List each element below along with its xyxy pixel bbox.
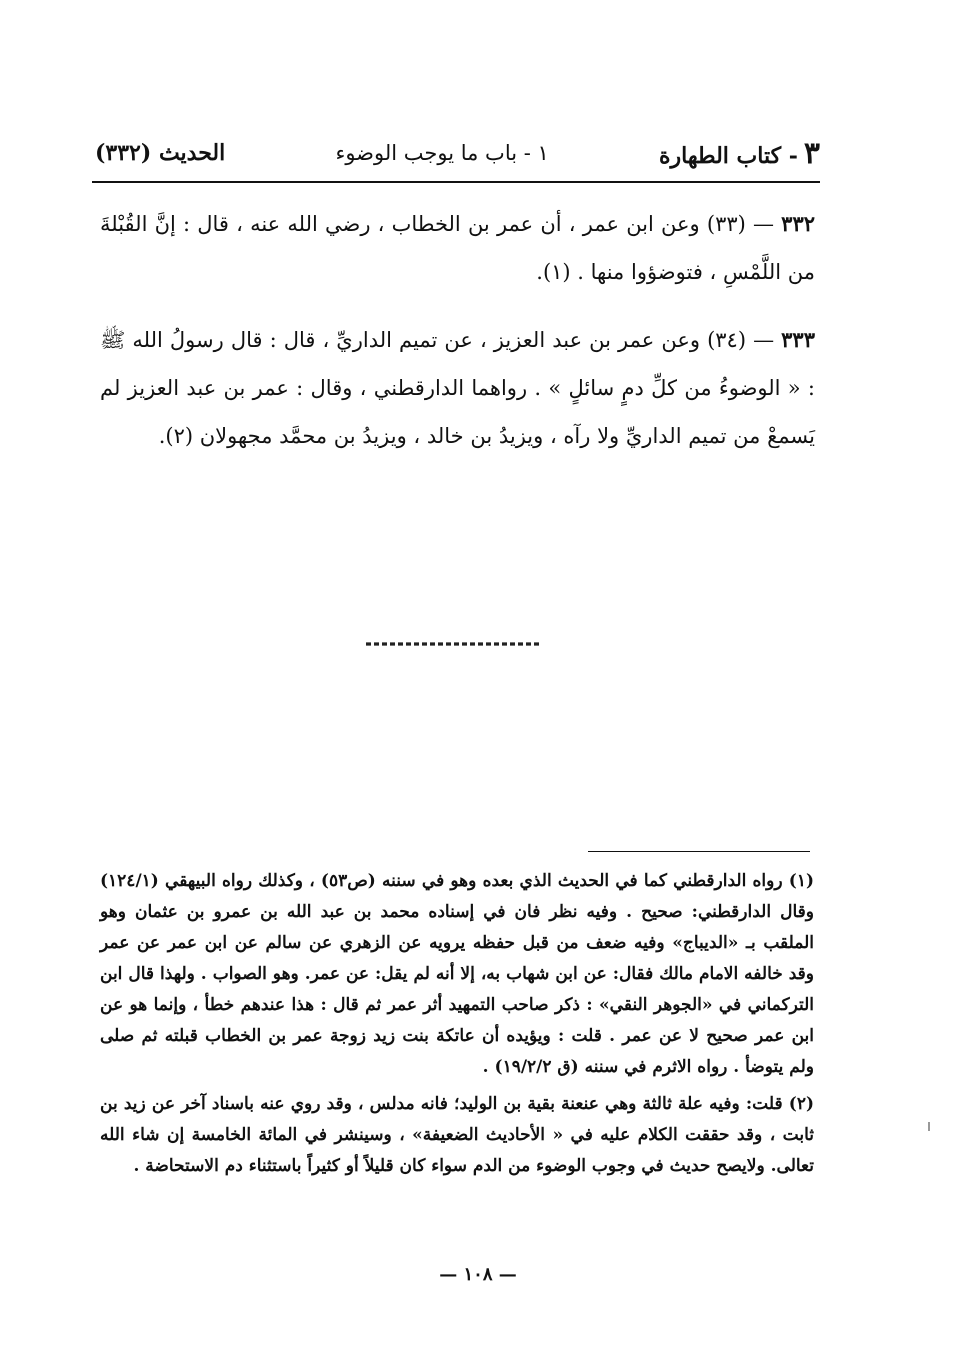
chapter-title: ١ - باب ما يوجب الوضوء bbox=[335, 141, 549, 165]
page-number: — ١٠٨ — bbox=[439, 1264, 517, 1285]
book-title-text: - كتاب الطهارة bbox=[659, 142, 798, 169]
book-title bbox=[659, 136, 820, 171]
book-number: ٣ bbox=[803, 135, 820, 171]
running-header bbox=[95, 128, 820, 178]
main-text bbox=[100, 200, 815, 480]
hadith-paragraph bbox=[100, 316, 815, 460]
scan-mark bbox=[928, 1122, 930, 1131]
hadith-reference: الحديث (٣٣٢) bbox=[95, 140, 226, 166]
hadith-text: — (٣٤) وعن عمر بن عبد العزيز ، عن تميم الداريِّ ، قال : قال رسولُ الله ﷺ : « الوضوءُ من كلِّ دمٍ سائلٍ » . رواهما الدارقطني ، وقال : عمر بن عبد العزيز لم يَسمعْ من تميم الداريِّ ولا رآه ، ويزيدُ بن خالد ، ويزيدُ بن محمَّد مجهولان (٢). bbox=[100, 328, 815, 448]
footnote: (٢) قلت: وفيه علة ثالثة وهي عنعنة بقية بن الوليد؛ فانه مدلس ، وقد روي عنه باسناد آخر عن زيد بن ثابت ، وقد حققت الكلام عليه في « الأحاديث الضعيفة» ، وسينشر في المائة الخامسة إن شاء الله تعالى. ولايصح حديث في وجوب الوضوء من الدم سواء كان قليلاً أو كثيراً باستثناء دم الاستحاضة . bbox=[100, 1094, 814, 1176]
footnotes bbox=[100, 866, 814, 1182]
hadith-number: ٣٣٣ bbox=[781, 327, 815, 352]
footnote-divider bbox=[588, 851, 810, 852]
hadith-text: — (٣٣) وعن ابن عمر ، أن عمر بن الخطاب ، رضي الله عنه ، قال : إنَّ القُبْلةَ من اللَّمْسِ ، فتوضؤوا منها . (١). bbox=[100, 212, 815, 284]
section-separator bbox=[366, 640, 542, 648]
hadith-paragraph bbox=[100, 200, 815, 296]
hadith-number: ٣٣٢ bbox=[781, 211, 816, 236]
header-divider bbox=[92, 181, 820, 183]
footnote: (١) رواه الدارقطني كما في الحديث الذي بعده وهو في سننه (ص٥٣) ، وكذلك رواه البيهقي (١٢٤/١) وقال الدارقطني: صحيح . وفيه نظر فان في إسناده محمد بن عبد الله بن عمرو بن عثمان وهو الملقب بـ «الديباج» وفيه ضعف من قبل حفظه يرويه عن الزهري عن سالم عن ابن عمر عن عمر وقد خالفه الامام مالك فقال: عن ابن شهاب به، إلا أنه لم يقل: عن عمر. وهو الصواب . ولهذا قال ابن التركماني في «الجوهر النقي» : ذكر صاحب التمهيد أثر عمر ثم قال : هذا عندهم خطأ ، وإنما هو عن ابن عمر صحيح لا عن عمر . قلت : ويؤيده أن عاتكة بنت زيد زوجة عمر بن الخطاب قبلته ثم صلى ولم يتوضأ . رواه الاثرم في سننه (ق ١٩/٢/٢) . bbox=[100, 871, 815, 1077]
